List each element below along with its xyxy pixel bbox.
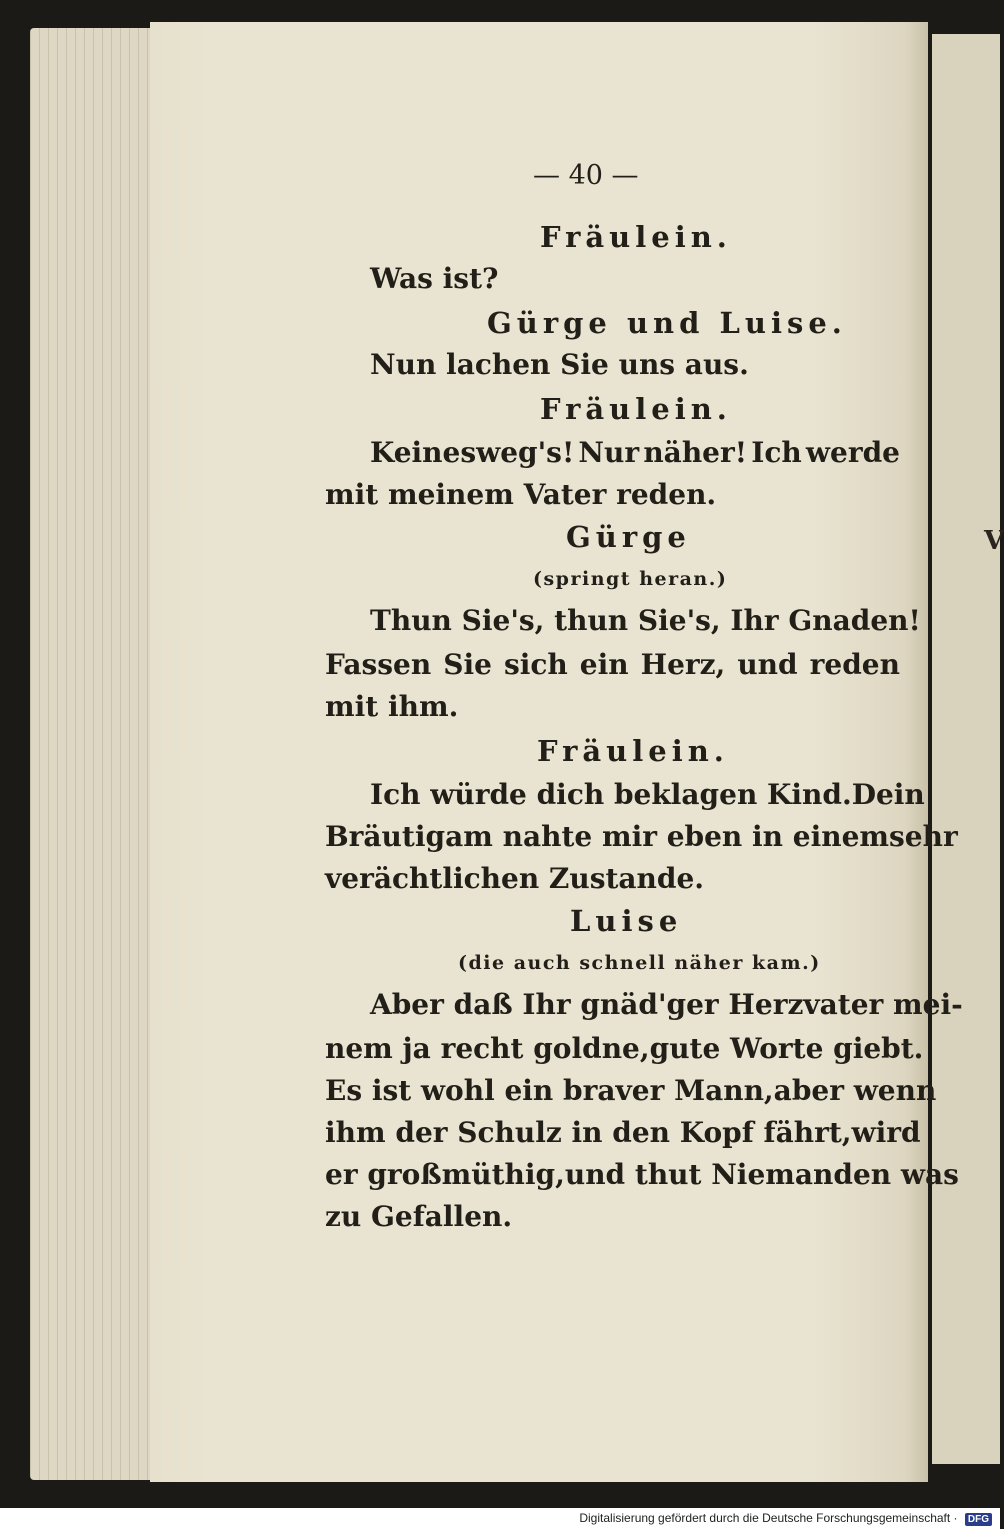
word: sich bbox=[503, 648, 568, 681]
text-line: zu Gefallen. bbox=[325, 1200, 513, 1233]
page-number: — 40 — bbox=[533, 160, 639, 191]
word: Sie bbox=[443, 648, 492, 681]
text-segment: aber wenn bbox=[773, 1074, 937, 1107]
speaker-luise: Luise bbox=[570, 904, 683, 938]
adjacent-page bbox=[932, 34, 1004, 1464]
speaker-guerge-luise: Gürge und Luise. bbox=[487, 306, 847, 340]
text-line bbox=[370, 778, 925, 811]
stage-direction: (die auch schnell näher kam.) bbox=[458, 952, 821, 974]
word: werde bbox=[805, 436, 900, 469]
word: Nur bbox=[578, 436, 640, 469]
text-line: mit meinem Vater reden. bbox=[325, 478, 717, 511]
word: ein bbox=[579, 648, 629, 681]
text-line: Thun Sie's, thun Sie's, Ihr Gnaden! bbox=[370, 604, 921, 637]
stage-direction: (springt heran.) bbox=[533, 568, 728, 590]
dfg-logo-icon[interactable]: DFG bbox=[965, 1513, 992, 1526]
text-line bbox=[325, 1158, 959, 1191]
book-page-edges bbox=[30, 28, 160, 1480]
speaker-fraeulein: Fräulein. bbox=[540, 220, 732, 254]
text-segment: Dein bbox=[851, 778, 925, 811]
word: Keinesweg's! bbox=[370, 436, 575, 469]
text-segment: gute Worte giebt. bbox=[649, 1032, 924, 1065]
text-segment: ihm der Schulz in den Kopf fährt, bbox=[325, 1116, 852, 1149]
text-line bbox=[325, 648, 900, 681]
text-segment: wird bbox=[851, 1116, 921, 1149]
text-line: mit ihm. bbox=[325, 690, 459, 723]
footer-credit bbox=[0, 1508, 1000, 1529]
speaker-fraeulein: Fräulein. bbox=[540, 392, 732, 426]
word: Ich bbox=[751, 436, 802, 469]
text-line: Was ist? bbox=[370, 262, 499, 295]
text-segment: Bräutigam nahte mir eben in einem bbox=[325, 820, 890, 853]
word: Herz, bbox=[640, 648, 726, 681]
footer-text: Digitalisierung gefördert durch die Deutsche Forschungsgemeinschaft · bbox=[579, 1511, 958, 1525]
text-segment: Es ist wohl ein braver Mann, bbox=[325, 1074, 774, 1107]
text-segment: nem ja recht goldne, bbox=[325, 1032, 650, 1065]
text-segment: Ich würde dich beklagen Kind. bbox=[370, 778, 852, 811]
text-segment: er großmüthig, bbox=[325, 1158, 565, 1191]
word: Fassen bbox=[325, 648, 432, 681]
speaker-fraeulein: Fräulein. bbox=[537, 734, 729, 768]
speaker-guerge: Gürge bbox=[566, 520, 691, 554]
text-line bbox=[325, 1032, 924, 1065]
word: reden bbox=[809, 648, 900, 681]
text-line: Nun lachen Sie uns aus. bbox=[370, 348, 749, 381]
text-line bbox=[370, 436, 900, 469]
text-line bbox=[325, 1116, 921, 1149]
text-segment: und thut Niemanden was bbox=[564, 1158, 959, 1191]
word: und bbox=[737, 648, 798, 681]
text-line bbox=[325, 1074, 937, 1107]
text-line: verächtlichen Zustande. bbox=[325, 862, 705, 895]
text-segment: sehr bbox=[889, 820, 958, 853]
word: näher! bbox=[643, 436, 748, 469]
text-line bbox=[325, 820, 958, 853]
adjacent-page-glyph: V bbox=[984, 526, 1004, 556]
text-line: Aber daß Ihr gnäd'ger Herzvater mei- bbox=[370, 988, 963, 1021]
